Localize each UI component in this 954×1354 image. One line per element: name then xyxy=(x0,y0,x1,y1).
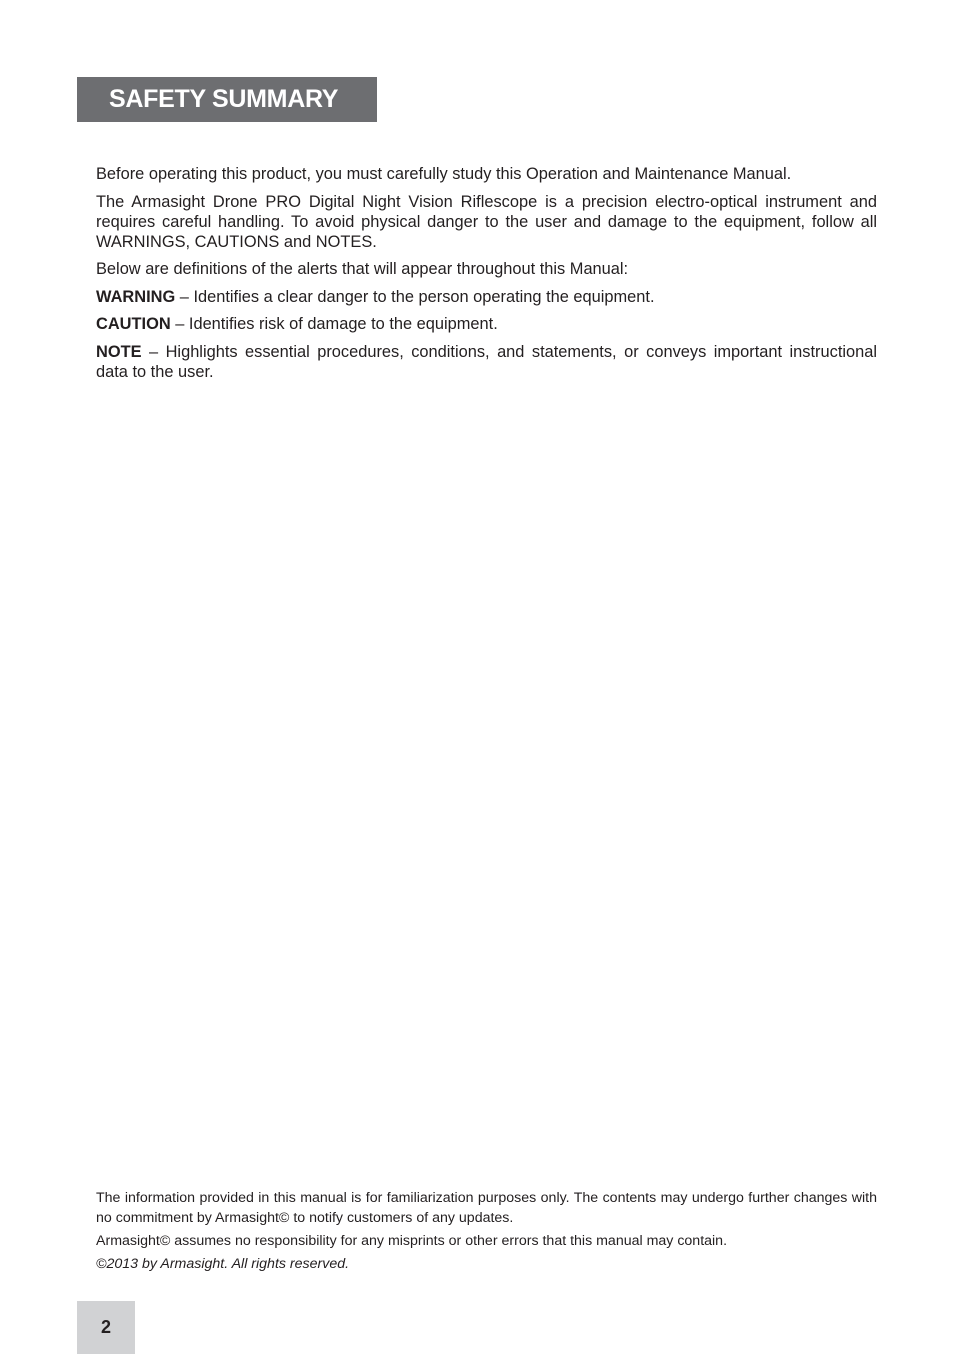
main-content xyxy=(96,164,877,389)
footer-disclaimer-paragraph: Armasight© assumes no responsibility for any misprints or other errors that this manual may contain. xyxy=(96,1233,728,1249)
section-title: SAFETY SUMMARY xyxy=(109,85,339,113)
description-paragraph: The Armasight Drone PRO Digital Night Vision Riflescope is a precision electro-optical instrument and requires careful handling. To avoid physical danger to the user and damage to the equipment, follow all WARNINGS, CAUTIONS and NOTES. xyxy=(96,192,877,251)
alert-term-note: NOTE xyxy=(96,342,142,361)
section-header-band xyxy=(77,77,377,122)
page-number-box xyxy=(77,1301,135,1354)
alert-text-warning: – Identifies a clear danger to the person operating the equipment. xyxy=(175,287,655,306)
footer-info-paragraph: The information provided in this manual is for familiarization purposes only. The contents may undergo further changes with no commitment by Armasight© to notify customers of any updates. xyxy=(96,1190,877,1226)
intro-paragraph: Before operating this product, you must carefully study this Operation and Maintenance Manual. xyxy=(96,165,792,183)
alert-term-warning: WARNING xyxy=(96,287,176,306)
definitions-intro-paragraph: Below are definitions of the alerts that will appear throughout this Manual: xyxy=(96,260,629,278)
legal-footer xyxy=(96,1188,877,1277)
alert-text-note: – Highlights essential procedures, conditions, and statements, or conveys important instructional data to the user. xyxy=(96,342,877,381)
alert-definition-note xyxy=(96,342,877,382)
alert-text-caution: – Identifies risk of damage to the equipment. xyxy=(170,315,498,333)
page-number: 2 xyxy=(100,1317,111,1337)
alert-definition-warning xyxy=(96,287,877,307)
alert-definition-caution xyxy=(96,314,877,334)
alert-term-caution: CAUTION xyxy=(96,315,171,333)
footer-copyright: ©2013 by Armasight. All rights reserved. xyxy=(96,1256,350,1272)
